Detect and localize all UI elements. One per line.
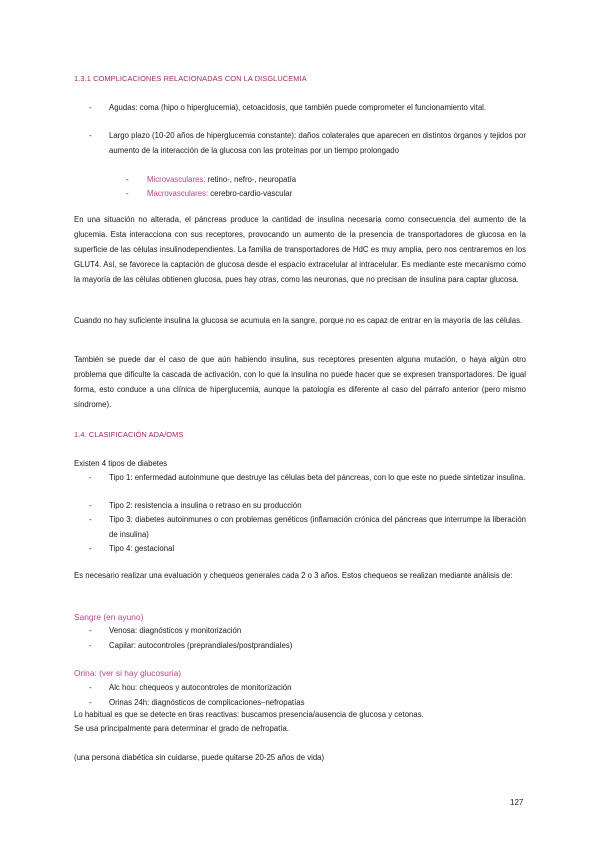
acute-complications-item: Agudas: coma (hipo o hiperglucemia), cetoacidosis, que también puede comprometer el funcionamiento vital. bbox=[109, 103, 487, 112]
paragraph-receptor-mutation: También se puede dar el caso de que aún habiendo insulina, sus receptores presenten alguna mutación, o haya algún otro problema que dificulte la cascada de activación, con lo que la insulina no puede hacer que se expresen transportadores. De igual forma, esto conduce a una clínica de hiperglucemia, aunque la patología es diferente al caso del párrafo anterior (pero mismo síndrome). bbox=[74, 355, 526, 409]
bullet-dash: - bbox=[89, 103, 92, 112]
blood-item: Capilar: autocontroles (preprandiales/postprandiales) bbox=[109, 641, 293, 650]
subheading-blood: Sangre (en ayuno) bbox=[74, 612, 144, 622]
paragraph-insulin-mechanism: En una situación no alterada, el páncreas produce la cantidad de insulina necesaria como consecuencia del aumento de la glucemia. Esta interacciona con sus receptores, provocando un aumento de la presencia de transportadores de glucosa en la superficie de las células insulinodependientes. La familia de transportadores de HdC es muy amplia, pero nos centraremos en los GLUT4. Así, se favorece la captación de glucosa desde el espacio extracelular al intracelular. Es mediante este mecanismo como la mayoría de las células obtienen glucosa, pues hay otras, como las neuronas, que no precisan de insulina para captar glucosa. bbox=[74, 215, 526, 284]
macrovascular-label: Macrovasculares: bbox=[147, 189, 209, 198]
section-heading-complicaciones: 1.3.1 COMPLICACIONES RELACIONADAS CON LA DISGLUCEMIA bbox=[74, 74, 307, 83]
microvascular-text: retino-, nefro-, neuropatía bbox=[205, 175, 297, 184]
bullet-dash: - bbox=[89, 544, 92, 553]
paragraph-evaluation: Es necesario realizar una evaluación y chequeos generales cada 2 o 3 años. Estos chequeos se realizan mediante análisis de: bbox=[74, 571, 513, 580]
macrovascular-item bbox=[147, 186, 526, 201]
paragraph-types-intro: Existen 4 tipos de diabetes bbox=[74, 459, 168, 468]
urine-item: Orinas 24h: diagnósticos de complicaciones–nefropatías bbox=[109, 698, 305, 707]
subheading-urine: Orina: (ver si hay glucosuria) bbox=[74, 668, 182, 678]
type-item: Tipo 2: resistencia a insulina o retraso en su producción bbox=[109, 501, 302, 510]
microvascular-item bbox=[147, 172, 526, 187]
macrovascular-text: cerebro-cardio-vascular bbox=[208, 189, 293, 198]
urine-item: Alc hou: chequeos y autocontroles de monitorización bbox=[109, 683, 292, 692]
bullet-dash: - bbox=[89, 473, 92, 482]
paragraph-life-expectancy: (una persona diabética sin cuidarse, puede quitarse 20-25 años de vida) bbox=[74, 753, 325, 762]
bullet-dash: - bbox=[89, 515, 92, 524]
paragraph-urine-strips: Lo habitual es que se detecte en tiras reactivas: buscamos presencia/ausencia de glucosa y cetonas. bbox=[74, 710, 424, 719]
bullet-dash: - bbox=[89, 641, 92, 650]
microvascular-label: Microvasculares: bbox=[147, 175, 206, 184]
type-item: Tipo 1: enfermedad autoinmune que destruye las células beta del páncreas, con lo que este no puede sintetizar insulina. bbox=[109, 473, 526, 482]
section-heading-clasificacion: 1.4. CLASIFICACIÓN ADA/OMS bbox=[74, 430, 184, 439]
type-item: Tipo 3: diabetes autoinmunes o con problemas genéticos (inflamación crónica del páncreas que interrumpe la liberación de insulina) bbox=[109, 515, 526, 539]
sub-bullet-dash: - bbox=[126, 175, 129, 184]
bullet-dash: - bbox=[89, 698, 92, 707]
chronic-complications-item: Largo plazo (10-20 años de hiperglucemia constante): daños colaterales que aparecen en distintos órganos y tejidos por aumento de la interacción de la glucosa con las proteínas por un tiempo prolongado bbox=[109, 131, 526, 155]
paragraph-insufficient-insulin: Cuando no hay suficiente insulina la glucosa se acumula en la sangre, porque no es capaz de entrar en la mayoría de las células. bbox=[74, 316, 523, 325]
type-item: Tipo 4: gestacional bbox=[109, 544, 175, 553]
bullet-dash: - bbox=[89, 501, 92, 510]
bullet-dash: - bbox=[89, 683, 92, 692]
bullet-dash: - bbox=[89, 626, 92, 635]
blood-item: Venosa: diagnósticos y monitorización bbox=[109, 626, 242, 635]
bullet-dash: - bbox=[89, 131, 92, 140]
page-number: 127 bbox=[510, 798, 524, 807]
sub-bullet-dash: - bbox=[126, 189, 129, 198]
paragraph-nephropathy: Se usa principalmente para determinar el grado de nefropatía. bbox=[74, 724, 289, 733]
